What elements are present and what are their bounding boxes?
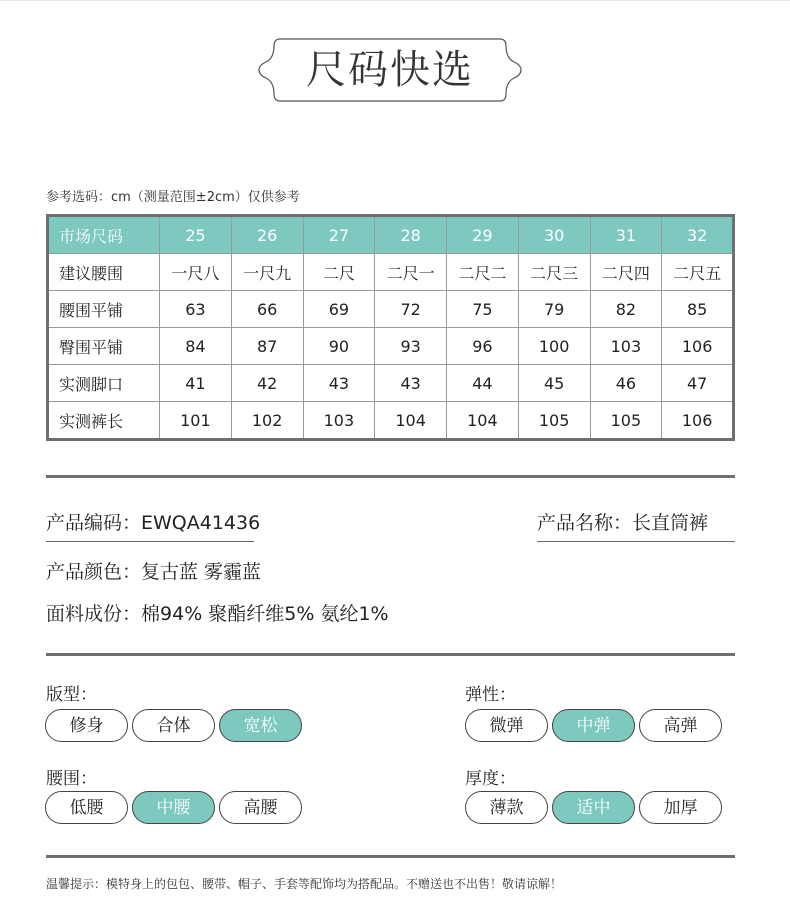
table-header-row xyxy=(48,216,734,254)
table-cell: 82 xyxy=(590,291,662,328)
section-divider xyxy=(46,475,735,478)
row-label-cell: 建议腰围 xyxy=(48,254,160,291)
top-divider xyxy=(0,0,790,1)
waist-option-3[interactable]: 高腰 xyxy=(219,791,302,824)
fit-label: 版型： xyxy=(46,685,97,705)
product-name xyxy=(537,508,735,542)
row-label-cell: 臀围平铺 xyxy=(48,328,160,365)
table-cell: 75 xyxy=(447,291,519,328)
fit-option-3[interactable]: 宽松 xyxy=(219,709,302,742)
table-cell: 106 xyxy=(662,328,734,365)
product-color-label: 产品颜色： xyxy=(46,561,142,583)
table-cell: 二尺四 xyxy=(590,254,662,291)
table-cell: 一尺九 xyxy=(231,254,303,291)
size-header-cell: 26 xyxy=(231,216,303,254)
size-header-cell: 32 xyxy=(662,216,734,254)
table-cell: 45 xyxy=(518,365,590,402)
table-cell: 43 xyxy=(375,365,447,402)
table-cell: 二尺一 xyxy=(375,254,447,291)
table-cell: 93 xyxy=(375,328,447,365)
table-cell: 41 xyxy=(160,365,232,402)
table-cell: 42 xyxy=(231,365,303,402)
table-cell: 105 xyxy=(590,402,662,440)
table-cell: 103 xyxy=(303,402,375,440)
fit-option-2[interactable]: 合体 xyxy=(132,709,215,742)
table-cell: 87 xyxy=(231,328,303,365)
waist-option-2[interactable]: 中腰 xyxy=(132,791,215,824)
product-code-label: 产品编码： xyxy=(46,512,142,534)
table-cell: 103 xyxy=(590,328,662,365)
size-table xyxy=(46,214,735,441)
table-cell: 44 xyxy=(447,365,519,402)
table-cell: 105 xyxy=(518,402,590,440)
table-cell: 104 xyxy=(375,402,447,440)
row-label-cell: 腰围平铺 xyxy=(48,291,160,328)
thickness-label: 厚度： xyxy=(465,769,516,789)
stretch-label: 弹性： xyxy=(465,685,516,705)
table-cell: 79 xyxy=(518,291,590,328)
table-cell: 96 xyxy=(447,328,519,365)
table-cell: 二尺五 xyxy=(662,254,734,291)
table-cell: 63 xyxy=(160,291,232,328)
product-color xyxy=(46,557,261,584)
table-cell: 100 xyxy=(518,328,590,365)
product-name-label: 产品名称： xyxy=(537,512,633,534)
table-cell: 102 xyxy=(231,402,303,440)
product-code xyxy=(46,508,261,542)
title-badge xyxy=(258,38,522,102)
waist-label: 腰围： xyxy=(46,769,97,789)
table-cell: 101 xyxy=(160,402,232,440)
reference-note: 参考选码：cm（测量范围±2cm）仅供参考 xyxy=(46,190,300,205)
stretch-option-1[interactable]: 微弹 xyxy=(465,709,548,742)
row-label-cell: 实测裤长 xyxy=(48,402,160,440)
product-name-value: 长直筒裤 xyxy=(632,512,709,534)
section-divider xyxy=(46,653,735,656)
stretch-option-2[interactable]: 中弹 xyxy=(552,709,635,742)
table-row xyxy=(48,328,734,365)
footer-note: 温馨提示：模特身上的包包、腰带、帽子、手套等配饰均为搭配品。不赠送也不出售！敬请谅解！ xyxy=(46,877,563,891)
size-header-cell: 31 xyxy=(590,216,662,254)
table-cell: 69 xyxy=(303,291,375,328)
table-cell: 47 xyxy=(662,365,734,402)
fit-option-1[interactable]: 修身 xyxy=(45,709,128,742)
table-cell: 84 xyxy=(160,328,232,365)
table-cell: 85 xyxy=(662,291,734,328)
size-header-cell: 27 xyxy=(303,216,375,254)
thickness-option-2[interactable]: 适中 xyxy=(552,791,635,824)
table-row xyxy=(48,291,734,328)
table-cell: 二尺二 xyxy=(447,254,519,291)
size-header-cell: 29 xyxy=(447,216,519,254)
product-fabric xyxy=(46,599,389,626)
product-color-value: 复古蓝 雾霾蓝 xyxy=(141,561,262,583)
row-label-cell: 市场尺码 xyxy=(48,216,160,254)
table-cell: 46 xyxy=(590,365,662,402)
size-header-cell: 25 xyxy=(160,216,232,254)
table-cell: 104 xyxy=(447,402,519,440)
table-cell: 106 xyxy=(662,402,734,440)
table-cell: 66 xyxy=(231,291,303,328)
product-fabric-value: 棉94% 聚酯纤维5% 氨纶1% xyxy=(141,603,389,625)
page-title: 尺码快选 xyxy=(306,47,474,93)
size-header-cell: 30 xyxy=(518,216,590,254)
size-header-cell: 28 xyxy=(375,216,447,254)
table-row xyxy=(48,402,734,440)
thickness-option-1[interactable]: 薄款 xyxy=(465,791,548,824)
table-cell: 72 xyxy=(375,291,447,328)
product-code-value: EWQA41436 xyxy=(141,512,261,534)
table-row xyxy=(48,254,734,291)
stretch-option-3[interactable]: 高弹 xyxy=(639,709,722,742)
section-divider xyxy=(46,855,735,858)
table-cell: 一尺八 xyxy=(160,254,232,291)
thickness-option-3[interactable]: 加厚 xyxy=(639,791,722,824)
waist-option-1[interactable]: 低腰 xyxy=(45,791,128,824)
row-label-cell: 实测脚口 xyxy=(48,365,160,402)
product-fabric-label: 面料成份： xyxy=(46,603,142,625)
table-row xyxy=(48,365,734,402)
table-cell: 43 xyxy=(303,365,375,402)
table-cell: 90 xyxy=(303,328,375,365)
table-cell: 二尺 xyxy=(303,254,375,291)
table-cell: 二尺三 xyxy=(518,254,590,291)
